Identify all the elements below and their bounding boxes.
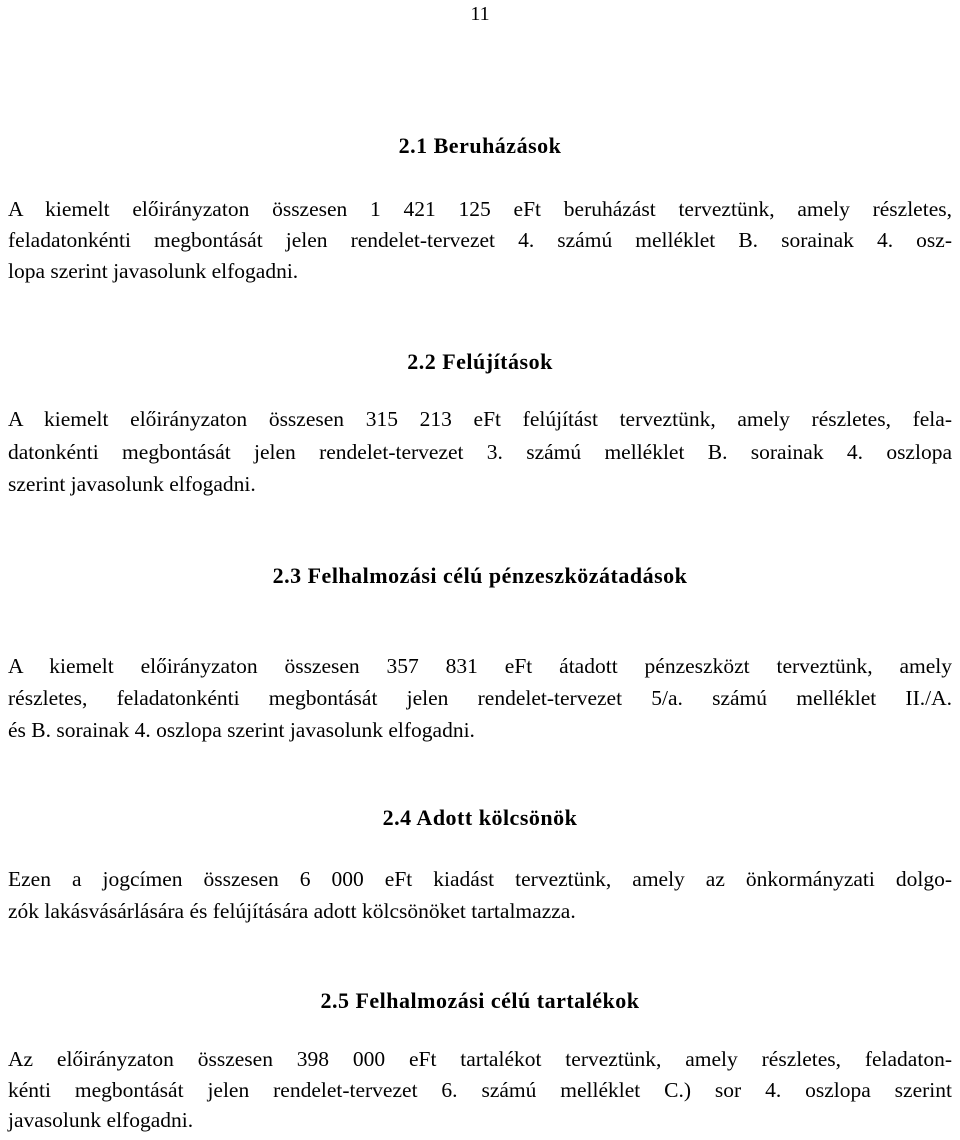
section-title-2-2: 2.2 Felújítások: [407, 349, 553, 374]
paragraph-line: javasolunk elfogadni.: [8, 1108, 194, 1132]
paragraph-line: A kiemelt előirányzaton összesen 315 213 eFt felújítást terveztünk, amely részletes, fela-: [8, 407, 952, 431]
section-title-2-4: 2.4 Adott kölcsönök: [382, 805, 578, 830]
paragraph-line: feladatonkénti megbontását jelen rendelet-tervezet 4. számú melléklet B. sorainak 4. osz-: [8, 228, 952, 252]
paragraph-line: Ezen a jogcímen összesen 6 000 eFt kiadást terveztünk, amely az önkormányzati dolgo-: [8, 867, 952, 891]
page-number: 11: [470, 3, 490, 25]
section-title-2-5: 2.5 Felhalmozási célú tartalékok: [320, 988, 640, 1013]
paragraph-line: kénti megbontását jelen rendelet-tervezet 6. számú melléklet C.) sor 4. oszlopa szerint: [8, 1078, 952, 1102]
section-title-2-1: 2.1 Beruházások: [398, 133, 562, 158]
paragraph-line: datonkénti megbontását jelen rendelet-tervezet 3. számú melléklet B. sorainak 4. oszlopa: [8, 440, 952, 464]
paragraph-line: részletes, feladatonkénti megbontását jelen rendelet-tervezet 5/a. számú melléklet II./A.: [8, 686, 952, 710]
paragraph-line: A kiemelt előirányzaton összesen 357 831 eFt átadott pénzeszközt terveztünk, amely: [8, 654, 952, 678]
paragraph-line: Az előirányzaton összesen 398 000 eFt tartalékot terveztünk, amely részletes, feladaton-: [8, 1047, 952, 1071]
paragraph-line: zók lakásvásárlására és felújítására adott kölcsönöket tartalmazza.: [8, 899, 576, 923]
section-title-2-3: 2.3 Felhalmozási célú pénzeszközátadások: [272, 563, 688, 588]
paragraph-line: lopa szerint javasolunk elfogadni.: [8, 259, 299, 283]
paragraph-line: A kiemelt előirányzaton összesen 1 421 125 eFt beruházást terveztünk, amely részletes,: [8, 197, 952, 221]
paragraph-line: szerint javasolunk elfogadni.: [8, 472, 256, 496]
paragraph-line: és B. sorainak 4. oszlopa szerint javasolunk elfogadni.: [8, 718, 475, 742]
